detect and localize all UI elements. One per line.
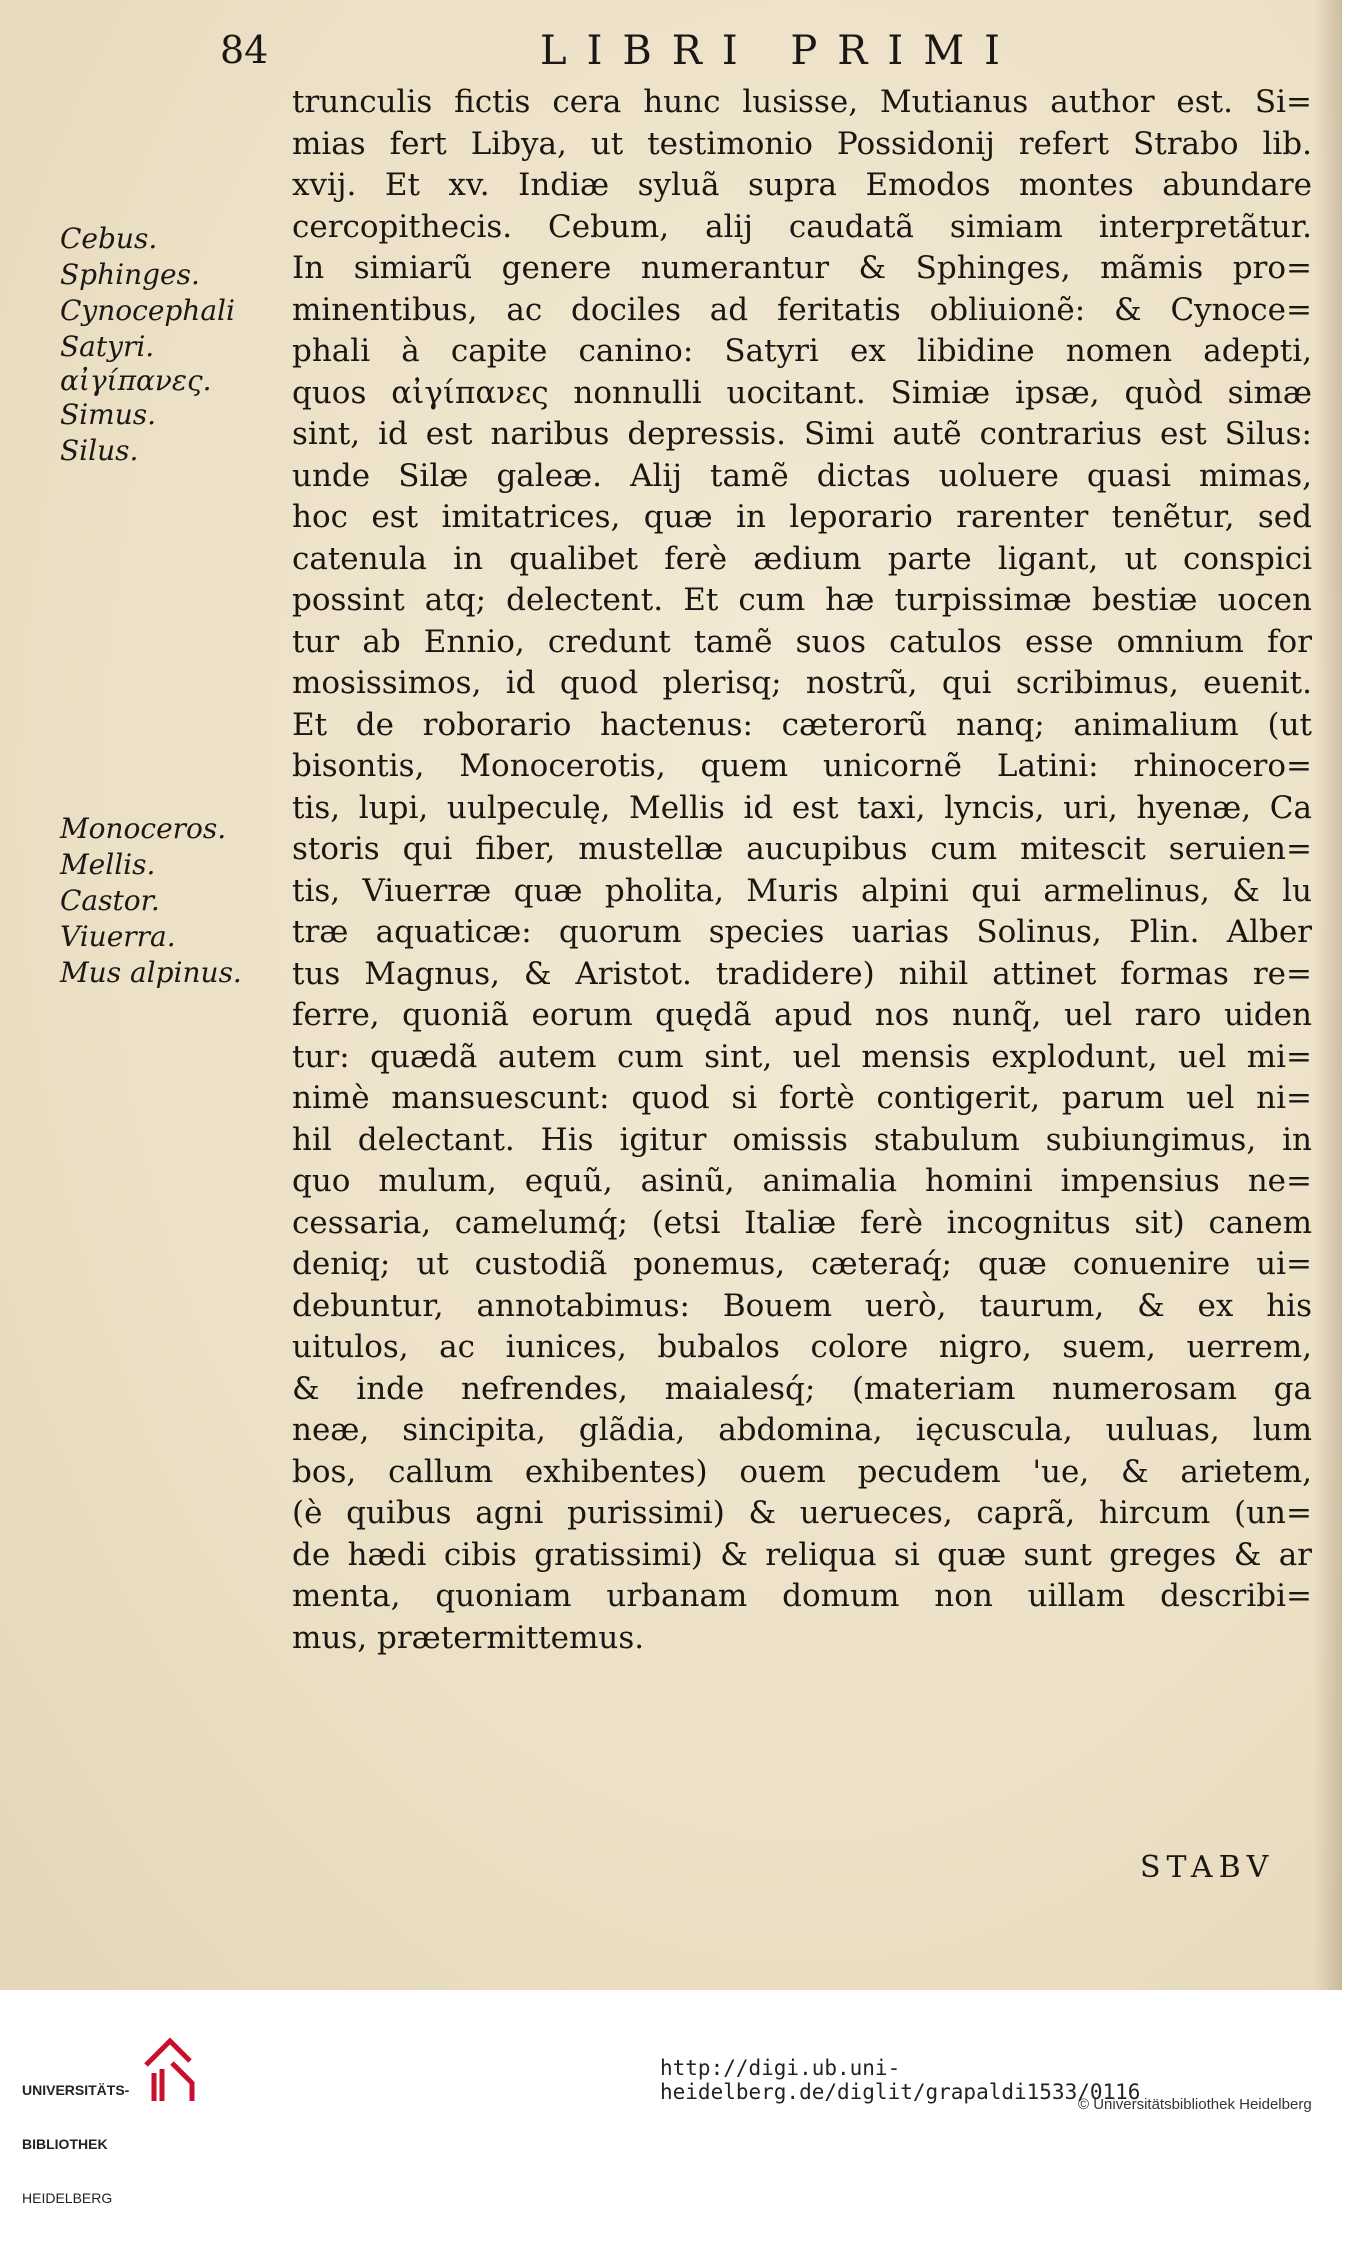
text-line: phali à capite canino: Satyri ex libidine nomen adepti, xyxy=(292,333,1312,369)
margin-note: Cebus. xyxy=(60,222,158,255)
text-line: uitulos, ac iunices, bubalos colore nigro, suem, uerrem, xyxy=(292,1329,1312,1365)
text-line: Et de roborario hactenus: cæterorũ nanq; animalium (ut xyxy=(292,706,1312,743)
catchword: STABV xyxy=(1140,1850,1275,1885)
text-line: In simiarũ genere numerantur & Sphinges, mãmis pro= xyxy=(292,250,1312,286)
text-line: (è quibus agni purissimi) & uerueces, caprã, hircum (un= xyxy=(292,1495,1312,1531)
text-line: bisontis, Monocerotis, quem unicornẽ Latini: rhinocero= xyxy=(292,748,1312,784)
text-line: cercopithecis. Cebum, alij caudatã simiam interpretãtur. xyxy=(292,208,1312,245)
margin-note: Silus. xyxy=(60,434,139,467)
margin-note: Simus. xyxy=(60,398,156,431)
text-line: sint, id est naribus depressis. Simi autẽ contrarius est Silus: xyxy=(292,416,1312,452)
logo-text xyxy=(22,2045,129,2243)
logo-line: HEIDELBERG xyxy=(22,2190,113,2206)
text-line: cessaria, camelumq́; (etsi Italiæ ferè incognitus sit) canem xyxy=(292,1204,1312,1241)
copyright-notice: © Universitätsbibliothek Heidelberg xyxy=(1078,2096,1312,2113)
text-line: de hædi cibis gratissimi) & reliqua si quæ sunt greges & ar xyxy=(292,1536,1312,1573)
text-line: neæ, sincipita, glãdia, abdomina, ięcuscula, uuluas, lum xyxy=(292,1412,1312,1448)
text-line: tus Magnus, & Aristot. tradidere) nihil attinet formas re= xyxy=(292,955,1312,992)
text-line: xvij. Et xv. Indiæ syluã supra Emodos montes abundare xyxy=(292,167,1312,203)
text-line: minentibus, ac dociles ad feritatis obliuionẽ: & Cynoce= xyxy=(292,291,1312,328)
margin-note: Satyri. xyxy=(60,330,155,363)
text-line: nimè mansuescunt: quod si fortè contigerit, parum uel ni= xyxy=(292,1080,1312,1116)
text-line: quos αἰγίπανες nonnulli uocitant. Simiæ ipsæ, quòd simæ xyxy=(292,374,1312,411)
text-line: bos, callum exhibentes) ouem pecudem 'ue, & arietem, xyxy=(292,1453,1312,1490)
text-line: deniq; ut custodiã ponemus, cæteraq́; quæ conuenire ui= xyxy=(292,1246,1312,1282)
margin-note: Cynocephali xyxy=(60,294,235,327)
text-line: quo mulum, equũ, asinũ, animalia homini impensius ne= xyxy=(292,1163,1312,1199)
logo-line: UNIVERSITÄTS- xyxy=(22,2082,130,2098)
text-line: tur: quædã autem cum sint, uel mensis explodunt, uel mi= xyxy=(292,1038,1312,1075)
text-line: tis, lupi, uulpeculę, Mellis id est taxi, lyncis, uri, hyenæ, Ca xyxy=(292,789,1312,826)
margin-note: Monoceros. xyxy=(60,812,227,845)
margin-note: Viuerra. xyxy=(60,920,176,953)
logo-line: BIBLIOTHEK xyxy=(22,2136,108,2152)
text-line: catenula in qualibet ferè ædium parte ligant, ut conspici xyxy=(292,540,1312,577)
text-line: hoc est imitatrices, quæ in leporario rarenter tenẽtur, sed xyxy=(292,499,1312,535)
running-head: LIBRI PRIMI xyxy=(540,28,1020,74)
library-emblem-icon xyxy=(140,2037,196,2107)
text-line: ferre, quoniã eorum quędã apud nos nunq̃, uel raro uiden xyxy=(292,997,1312,1033)
page-header xyxy=(220,28,1310,88)
library-logo[interactable] xyxy=(22,2045,182,2206)
text-line: mias fert Libya, ut testimonio Possidonij refert Strabo lib. xyxy=(292,125,1312,162)
text-line: & inde nefrendes, maialesq́; (materiam numerosam ga xyxy=(292,1370,1312,1407)
text-line: tur ab Ennio, credunt tamẽ suos catulos esse omnium for xyxy=(292,623,1312,660)
text-line: mus, prætermittemus. xyxy=(292,1619,645,1656)
margin-note: Mus alpinus. xyxy=(60,956,242,989)
margin-note: Castor. xyxy=(60,884,160,917)
text-line: tis, Viuerræ quæ pholita, Muris alpini qui armelinus, & lu xyxy=(292,872,1312,909)
folio-number: 84 xyxy=(220,28,269,72)
text-line: hil delectant. His igitur omissis stabulum subiungimus, in xyxy=(292,1121,1312,1158)
margin-note: Mellis. xyxy=(60,848,156,881)
text-line: trunculis fictis cera hunc lusisse, Mutianus author est. Si= xyxy=(292,84,1312,120)
viewer-footer xyxy=(0,1990,1367,2206)
text-line: mosissimos, id quod plerisq; nostrũ, qui scribimus, euenit. xyxy=(292,665,1312,701)
margin-note: Sphinges. xyxy=(60,258,200,291)
text-line: debuntur, annotabimus: Bouem uerò, taurum, & ex his xyxy=(292,1287,1312,1324)
text-line: træ aquaticæ: quorum species uarias Solinus, Plin. Alber xyxy=(292,914,1312,950)
text-line: possint atq; delectent. Et cum hæ turpissimæ bestiæ uocen xyxy=(292,582,1312,618)
text-line: storis qui fiber, mustellæ aucupibus cum mitescit seruien= xyxy=(292,831,1312,867)
text-line: menta, quoniam urbanam domum non uillam describi= xyxy=(292,1578,1312,1614)
body-text xyxy=(292,82,1312,1659)
margin-note: αἰγίπανες. xyxy=(60,364,212,397)
permalink-url[interactable]: http://digi.ub.uni-heidelberg.de/diglit/grapaldi1533/0116 xyxy=(660,2056,1141,2104)
text-line: unde Silæ galeæ. Alij tamẽ dictas uoluere quasi mimas, xyxy=(292,457,1312,494)
